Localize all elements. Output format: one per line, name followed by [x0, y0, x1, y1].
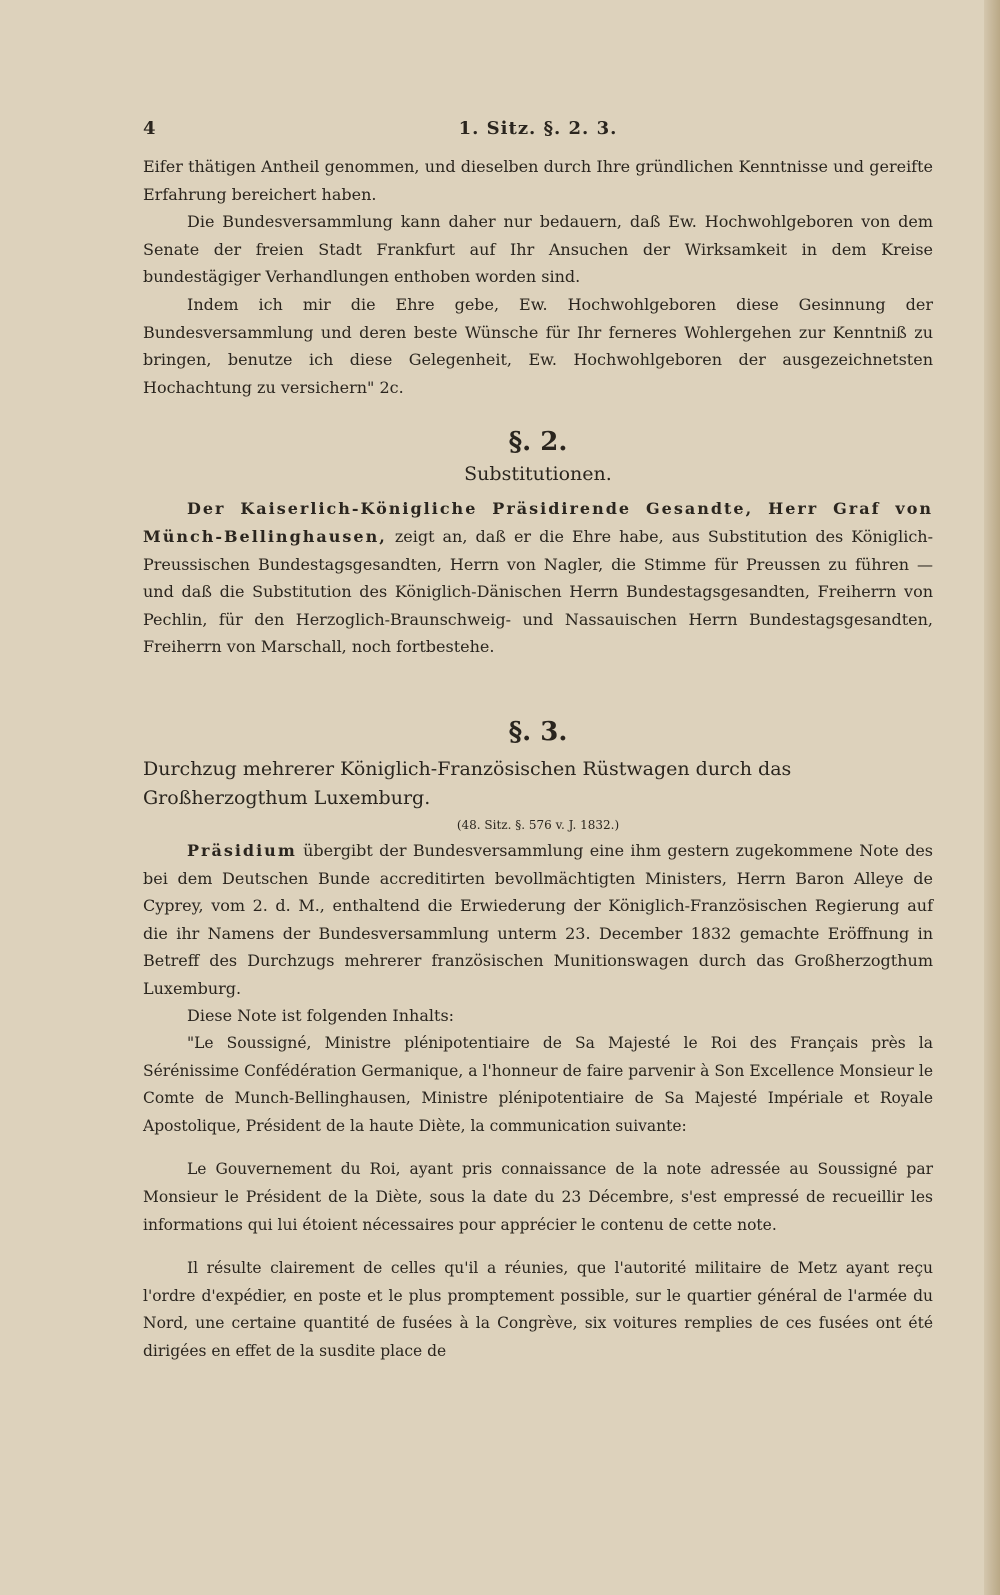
paragraph: Die Bundesversammlung kann daher nur bedauern, daß Ew. Hochwohlgeboren von dem Senate der freien Stadt Frankfurt auf Ihr Ansuchen der Wirksamkeit in dem Kreise bundestägiger Verhandlungen enthoben worden sind. [143, 212, 933, 287]
page-header [143, 118, 933, 142]
section-3-title: Durchzug mehrerer Königlich-Französischen Rüstwagen durch das Großherzogthum Luxemburg. [143, 757, 792, 809]
section-3-paragraph [143, 837, 933, 1003]
page-number: 4 [143, 118, 156, 139]
french-paragraph: "Le Soussigné, Ministre plénipotentiaire de Sa Majesté le Roi des Français près la Sérénissime Confédération Germanique, a l'honneur de faire parvenir à Son Excellence Monsieur le Comte de Munch-Bellinghausen, Ministre plénipotentiaire de Sa Majesté Impériale et Royale Apostolique, Président de la haute Diète, la communication suivante: [143, 1034, 933, 1135]
section-3-subject: Präsidium [187, 840, 297, 860]
section-3-mark: §. 3. [508, 716, 568, 747]
paragraph: Eifer thätigen Antheil genommen, und dieselben durch Ihre gründlichen Kenntnisse und gereifte Erfahrung bereichert haben. [143, 157, 933, 204]
section-3-citation: (48. Sitz. §. 576 v. J. 1832.) [456, 817, 620, 832]
section-3-text: übergibt der Bundesversammlung eine ihm gestern zugekommene Note des bei dem Deutschen Bunde accreditirten bevollmächtigten Ministers, Herrn Baron Alleye de Cyprey, vom 2. d. M., enthaltend die Erwiederung der Königlich-Französischen Regierung auf die ihr Namens der Bundesversammlung unterm 23. December 1832 gemachte Eröffnung in Betreff des Durchzugs mehrerer französischen Munitionswagen durch das Großherzogthum Luxemburg. [143, 840, 933, 998]
french-paragraph: Le Gouvernement du Roi, ayant pris connaissance de la note adressée au Soussigné par Monsieur le Président de la Diète, sous la date du 23 Décembre, s'est empressé de recueillir les informations qui lui étoient nécessaires pour apprécier le contenu de cette note. [143, 1160, 933, 1234]
page-body [143, 153, 933, 1366]
french-paragraph: Il résulte clairement de celles qu'il a réunies, que l'autorité militaire de Metz ayant reçu l'ordre d'expédier, en poste et le plus promptement possible, sur le quartier général de l'armée du Nord, une certaine quantité de fusées à la Congrève, six voitures remplies de ces fusées ont été dirigées en effet de la susdite place de [143, 1259, 933, 1360]
section-2-title: Substitutionen. [464, 463, 612, 486]
section-2-paragraph [143, 495, 933, 661]
section-2-text: zeigt an, daß er die Ehre habe, aus Substitution des Königlich-Preussischen Bundestagsgesandten, Herrn von Nagler, die Stimme für Preussen zu führen — und daß die Substitution des Königlich-Dänischen Herrn Bundestagsgesandten, Freiherrn von Pechlin, für den Herzoglich-Braunschweig- und Nassauischen Herrn Bundestagsgesandten, Freiherrn von Marschall, noch fortbestehe. [143, 526, 933, 657]
paragraph: Indem ich mir die Ehre gebe, Ew. Hochwohlgeboren diese Gesinnung der Bundesversammlung und deren beste Wünsche für Ihr ferneres Wohlergehen zur Kenntniß zu bringen, benutze ich diese Gelegenheit, Ew. Hochwohlgeboren der ausgezeichnetsten Hochachtung zu versichern" 2c. [143, 294, 933, 397]
section-2-mark: §. 2. [508, 427, 568, 458]
section-2-subject: Der Kaiserlich-Königliche Präsidirende Gesandte, Herr Graf von Münch-Bellinghausen, [143, 499, 933, 546]
running-head: 1. Sitz. §. 2. 3. [458, 118, 618, 139]
note-intro: Diese Note ist folgenden Inhalts: [187, 1006, 455, 1026]
